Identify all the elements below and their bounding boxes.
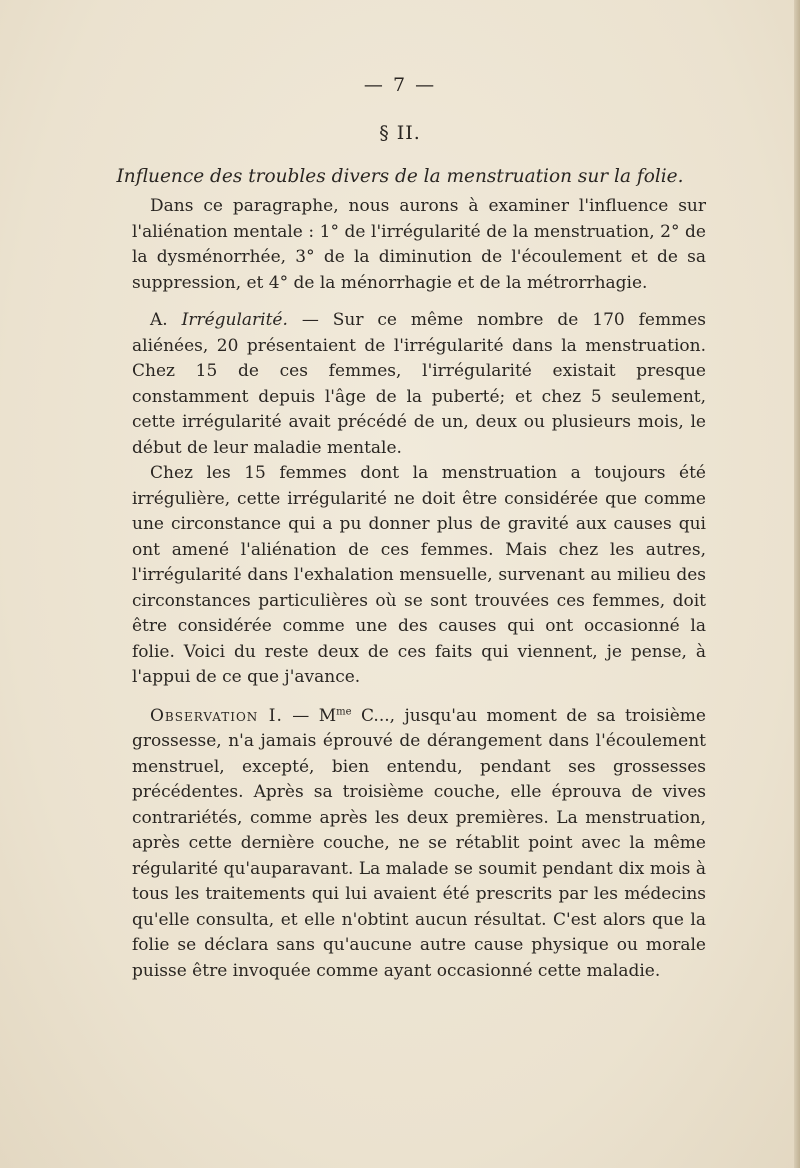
page-number: — 7 —	[363, 74, 437, 96]
irregularity-text: — Sur ce même nombre de 170 femmes aliénées, 20 présentaient de l'irrégularité dans la menstruation. Chez 15 de ces femmes, l'irrégularité existait presque constamment depuis l'âge de la puberté; et chez 5 seulement, cette irrégularité avait précédé de un, deux ou plusieurs mois, le début de leur maladie mentale.	[132, 310, 706, 458]
observation-label: Observation I.	[150, 705, 283, 726]
observation-sup: me	[336, 705, 352, 717]
section-title: Influence des troubles divers de la menstruation sur la folie.	[116, 166, 684, 187]
irregularity-paragraph	[132, 308, 706, 461]
observation-text: C..., jusqu'au moment de sa troisième grossesse, n'a jamais éprouvé de dérangement dans l'écoulement menstruel, excepté, bien entendu, pendant ses grossesses précédentes. Après sa troisième couche, elle éprouva de vives contrariétés, comme après les deux premières. La menstruation, après cette dernière couche, ne se rétablit point avec la même régularité qu'auparavant. La malade se soumit pendant dix mois à tous les traitements qui lui avaient été prescrits par les médecins qu'elle consulta, et elle n'obtint aucun résultat. C'est alors que la folie se déclara sans qu'aucune autre cause physique ou morale puisse être invoquée comme ayant occasionné cette maladie.	[132, 705, 706, 981]
subsection-title: Irrégularité.	[181, 310, 288, 330]
intro-paragraph: Dans ce paragraphe, nous aurons à examiner l'influence sur l'aliénation mentale : 1° de l'irrégularité de la menstruation, 2° de la dysménorrhée, 3° de la diminution de l'écoulement et de sa suppression, et 4° de la ménorrhagie et de la métrorrhagie.	[132, 196, 706, 293]
section-mark: § II.	[379, 122, 421, 144]
second-paragraph: Chez les 15 femmes dont la menstruation a toujours été irrégulière, cette irrégularité ne doit être considérée que comme une circonstance qui a pu donner plus de gravité aux causes qui ont amené l'aliénation de ces femmes. Mais chez les autres, l'irrégularité dans l'exhalation mensuelle, survenant au milieu des circonstances particulières où se sont trouvées ces femmes, doit être considérée comme une des causes qui ont occasionné la folie. Voici du reste deux de ces faits qui viennent, je pense, à l'appui de ce que j'avance.	[132, 463, 706, 687]
subsection-letter: A.	[150, 310, 168, 330]
observation-dash: — M	[282, 705, 337, 726]
observation-paragraph	[132, 704, 706, 985]
body-text	[132, 194, 706, 984]
